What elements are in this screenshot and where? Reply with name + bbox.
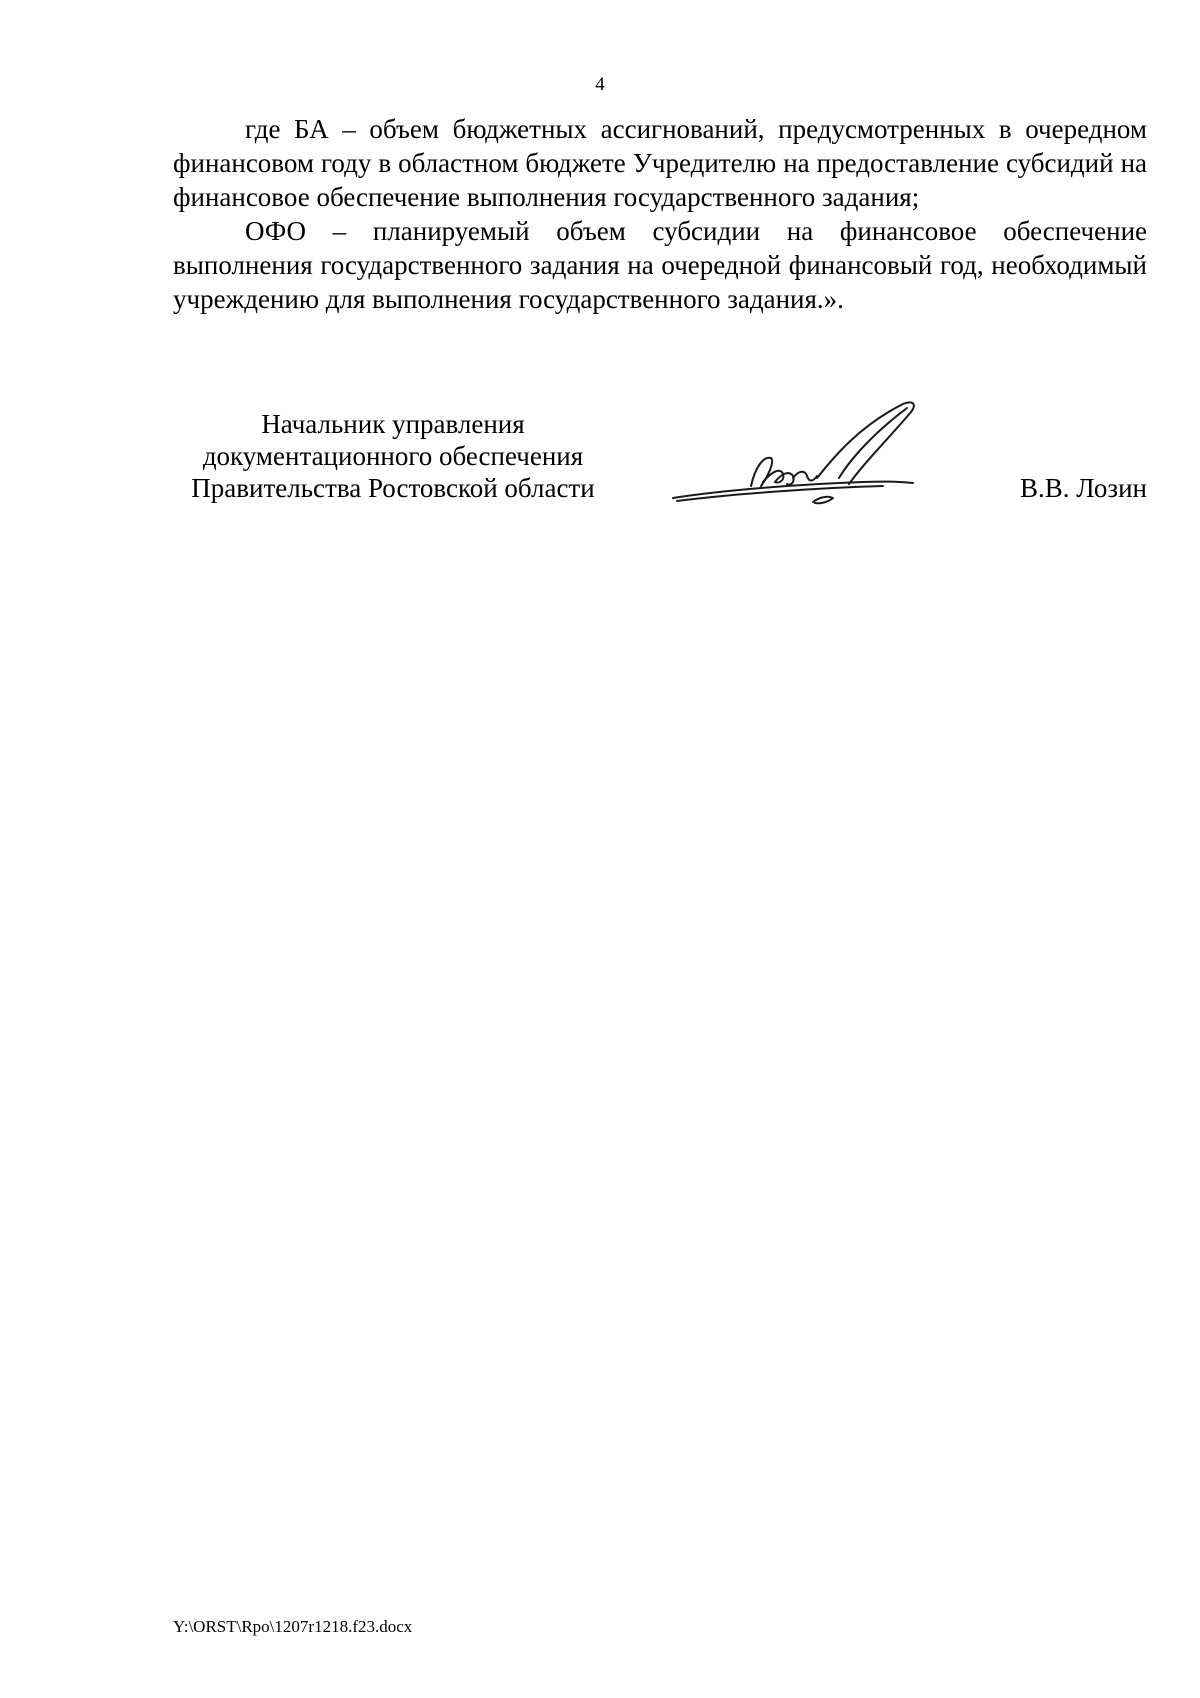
signer-name: В.В. Лозин xyxy=(1020,473,1147,503)
position-line: документационного обеспечения xyxy=(202,441,584,471)
handwritten-signature-icon xyxy=(663,398,963,518)
footer-file-path: Y:\ORST\Rpo\1207r1218.f23.docx xyxy=(173,1617,413,1636)
page-number: 4 xyxy=(595,74,605,95)
document-body xyxy=(173,112,1147,316)
signer-position xyxy=(173,408,613,504)
position-line: Правительства Ростовской области xyxy=(191,473,595,503)
paragraph-ba-definition: где БА – объем бюджетных ассигнований, предусмотренных в очередном финансовом году в областном бюджете Учредителю на предоставление субсидий на финансовое обеспечение выполнения государственного задания; xyxy=(173,114,1147,212)
position-line: Начальник управления xyxy=(261,409,525,439)
paragraph-ofo-definition: ОФО – планируемый объем субсидии на финансовое обеспечение выполнения государственного задания на очередной финансовый год, необходимый учреждению для выполнения государственного задания.». xyxy=(173,216,1147,314)
signature-block xyxy=(173,408,1147,518)
